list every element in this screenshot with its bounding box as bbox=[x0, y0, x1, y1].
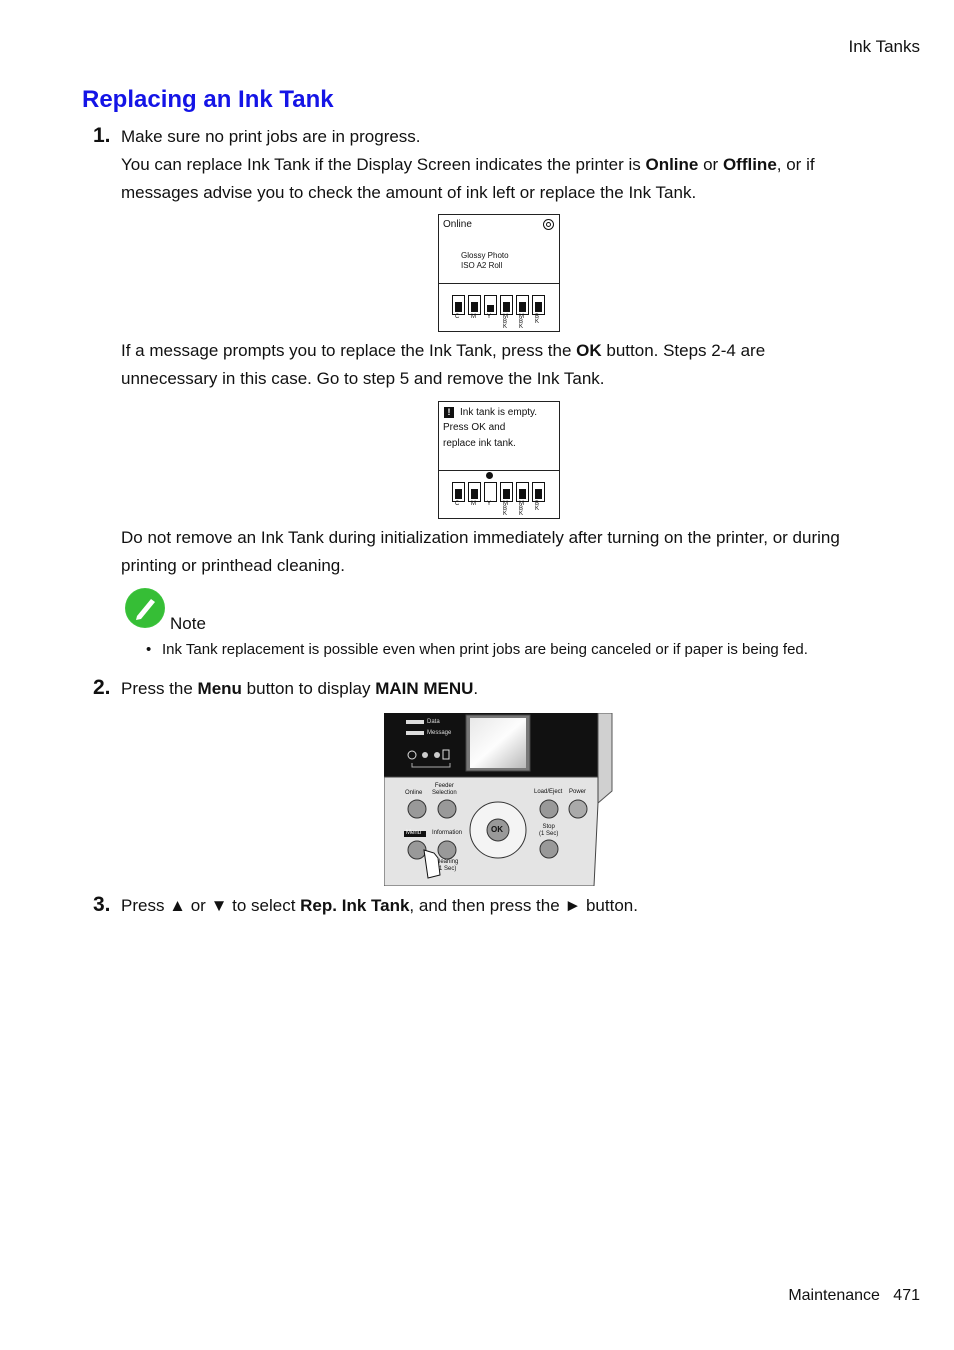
panel-online-label: Online bbox=[405, 790, 423, 796]
lcd-message-line-3: replace ink tank. bbox=[443, 438, 516, 449]
text-span: Press ▲ or ▼ to select bbox=[121, 896, 301, 915]
text-span: , or if bbox=[776, 155, 815, 174]
ink-tank-bk bbox=[532, 482, 545, 502]
note-pencil-icon bbox=[125, 588, 165, 628]
lcd-status-text: Online bbox=[443, 219, 472, 230]
lcd-message-area bbox=[439, 402, 559, 471]
ink-tank-m bbox=[468, 295, 481, 315]
control-panel-drawing bbox=[384, 713, 614, 886]
text-span: or bbox=[698, 155, 723, 174]
text-span: . bbox=[473, 679, 479, 698]
page-footer bbox=[788, 1287, 920, 1305]
ink-label: Y bbox=[487, 314, 492, 320]
caution-line-2: printing or printhead cleaning. bbox=[121, 556, 345, 575]
online-term: Online bbox=[645, 155, 699, 174]
ink-tank-c bbox=[452, 482, 465, 502]
note-bullet-text: Ink Tank replacement is possible even when print jobs are being canceled or if paper is being fed. bbox=[162, 641, 808, 658]
panel-feeder-label: Feeder Selection bbox=[432, 783, 457, 796]
step-1-line-3: messages advise you to check the amount of ink left or replace the Ink Tank. bbox=[121, 183, 697, 202]
ink-tank-bk bbox=[532, 295, 545, 315]
ink-label: C bbox=[455, 501, 460, 507]
ink-label: Y bbox=[487, 501, 492, 507]
ink-tank-mbk-1 bbox=[500, 482, 513, 502]
caution-line-1: Do not remove an Ink Tank during initialization immediately after turning on the printer, or during bbox=[121, 528, 840, 547]
panel-ok-button[interactable]: OK bbox=[491, 825, 503, 834]
offline-term: Offline bbox=[722, 155, 777, 174]
ink-label: B K bbox=[535, 314, 540, 325]
ink-label: M bbox=[471, 501, 476, 507]
step-1-text bbox=[121, 123, 881, 207]
page-number: 471 bbox=[893, 1287, 920, 1304]
running-header: Ink Tanks bbox=[848, 37, 920, 56]
panel-information-label: Information bbox=[432, 830, 463, 836]
text-span: button. Steps 2-4 are bbox=[601, 341, 766, 360]
ok-instruction-text bbox=[121, 337, 881, 393]
step-number-2: 2. bbox=[93, 676, 111, 699]
media-type: Glossy Photo bbox=[461, 251, 509, 260]
step-3-text bbox=[121, 892, 881, 920]
panel-power-label: Power bbox=[569, 789, 587, 795]
step-2-text bbox=[121, 675, 881, 703]
lcd-message-line-1: Ink tank is empty. bbox=[460, 407, 538, 418]
step-number-3: 3. bbox=[93, 893, 111, 916]
control-panel-illustration bbox=[384, 713, 614, 886]
ink-tank-mbk-2 bbox=[516, 295, 529, 315]
ink-label: M B K bbox=[503, 314, 508, 330]
text-span: Press the bbox=[121, 679, 198, 698]
rep-ink-tank-term: Rep. Ink Tank bbox=[300, 896, 410, 915]
ink-tank-m bbox=[468, 482, 481, 502]
ink-tank-y bbox=[484, 295, 497, 315]
lcd-status-area bbox=[439, 215, 559, 284]
panel-cleaning-label: leaning 1 Sec) bbox=[439, 859, 459, 872]
ink-label: M bbox=[471, 314, 476, 320]
ink-tank-mbk-2 bbox=[516, 482, 529, 502]
ok-line-2: unnecessary in this case. Go to step 5 and remove the Ink Tank. bbox=[121, 369, 605, 388]
ink-tank-c bbox=[452, 295, 465, 315]
main-menu-term: MAIN MENU bbox=[375, 679, 474, 698]
text-span: You can replace Ink Tank if the Display Screen indicates the printer is bbox=[121, 155, 646, 174]
ink-tank-y-empty bbox=[484, 482, 497, 502]
panel-load-eject-label: Load/Eject bbox=[534, 789, 563, 795]
ink-label: M B K bbox=[519, 314, 524, 330]
note-label: Note bbox=[170, 614, 206, 633]
text-span: If a message prompts you to replace the Ink Tank, press the bbox=[121, 341, 577, 360]
lcd-ink-levels bbox=[439, 285, 559, 331]
panel-stop-label: Stop (1 Sec) bbox=[539, 824, 559, 837]
footer-section: Maintenance bbox=[788, 1287, 880, 1304]
ok-line-1 bbox=[121, 337, 881, 365]
step-1-line-2 bbox=[121, 151, 881, 179]
panel-data-label: Data bbox=[427, 719, 440, 725]
step-number-1: 1. bbox=[93, 124, 111, 147]
ink-tank-mbk-1 bbox=[500, 295, 513, 315]
note-bullet-icon: • bbox=[146, 641, 152, 658]
lcd-display-online bbox=[438, 214, 560, 332]
caution-text bbox=[121, 524, 881, 580]
ink-label: C bbox=[455, 314, 460, 320]
lcd-media-info bbox=[461, 251, 509, 271]
ink-label: M B K bbox=[519, 501, 524, 517]
empty-marker-icon bbox=[486, 472, 493, 479]
lcd-ink-levels bbox=[439, 472, 559, 518]
media-size: ISO A2 Roll bbox=[461, 261, 503, 270]
warning-icon: ! bbox=[444, 407, 454, 418]
ok-term: OK bbox=[576, 341, 602, 360]
page-title: Replacing an Ink Tank bbox=[82, 86, 334, 113]
ink-label: B K bbox=[535, 501, 540, 512]
panel-message-label: Message bbox=[427, 730, 452, 736]
step-1-line-1: Make sure no print jobs are in progress. bbox=[121, 127, 421, 146]
ink-label: M B K bbox=[503, 501, 508, 517]
lcd-message-line-2: Press OK and bbox=[443, 422, 506, 433]
panel-menu-button[interactable]: Menu bbox=[406, 830, 422, 836]
roll-icon bbox=[543, 219, 554, 230]
text-span: button to display bbox=[241, 679, 376, 698]
text-span: , and then press the ► button. bbox=[409, 896, 638, 915]
lcd-display-empty bbox=[438, 401, 560, 519]
menu-term: Menu bbox=[197, 679, 242, 698]
